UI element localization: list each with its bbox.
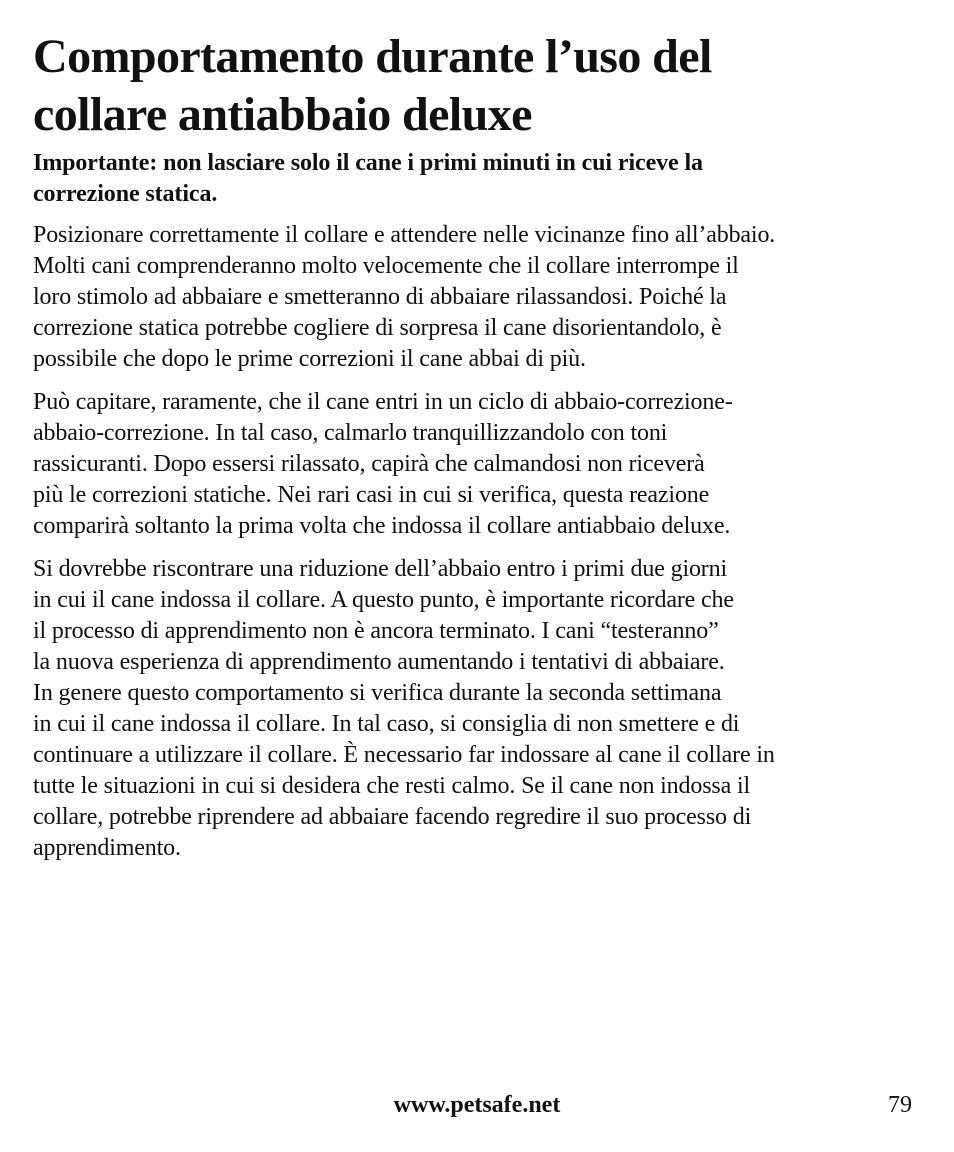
paragraph-line: In genere questo comportamento si verifica durante la seconda settimana	[33, 680, 722, 706]
paragraph-line: il processo di apprendimento non è ancora terminato. I cani “testeranno”	[33, 618, 719, 644]
paragraph-line: loro stimolo ad abbaiare e smetteranno di abbaiare rilassandosi. Poiché la	[33, 284, 727, 310]
paragraph-line: apprendimento.	[33, 835, 181, 861]
paragraph-line: collare, potrebbe riprendere ad abbaiare facendo regredire il suo processo di	[33, 804, 752, 830]
paragraph-3	[33, 554, 923, 864]
important-note	[33, 148, 923, 210]
document-page	[33, 28, 923, 864]
paragraph-line: la nuova esperienza di apprendimento aumentando i tentativi di abbaiare.	[33, 649, 725, 675]
paragraph-line: correzione statica potrebbe cogliere di sorpresa il cane disorientandolo, è	[33, 315, 722, 341]
paragraph-line: Molti cani comprenderanno molto velocemente che il collare interrompe il	[33, 253, 739, 279]
paragraph-line: in cui il cane indossa il collare. In tal caso, si consiglia di non smettere e di	[33, 711, 740, 737]
page-number: 79	[888, 1092, 912, 1118]
paragraph-line: comparirà soltanto la prima volta che indossa il collare antiabbaio deluxe.	[33, 513, 731, 539]
paragraph-line: tutte le situazioni in cui si desidera che resti calmo. Se il cane non indossa il	[33, 773, 750, 799]
important-note-line: Importante: non lasciare solo il cane i primi minuti in cui riceve la	[33, 150, 703, 176]
paragraph-1	[33, 220, 923, 375]
paragraph-line: rassicuranti. Dopo essersi rilassato, capirà che calmandosi non riceverà	[33, 451, 705, 477]
paragraph-line: abbaio-correzione. In tal caso, calmarlo tranquillizzandolo con toni	[33, 420, 668, 446]
paragraph-line: continuare a utilizzare il collare. È necessario far indossare al cane il collare in	[33, 742, 775, 768]
title-line: collare antiabbaio deluxe	[33, 88, 532, 141]
paragraph-line: Si dovrebbe riscontrare una riduzione dell’abbaio entro i primi due giorni	[33, 556, 728, 582]
page-title	[33, 28, 923, 144]
paragraph-line: possibile che dopo le prime correzioni il cane abbai di più.	[33, 346, 586, 372]
footer-website-url: www.petsafe.net	[393, 1092, 561, 1118]
paragraph-line: Può capitare, raramente, che il cane entri in un ciclo di abbaio-correzione-	[33, 389, 733, 415]
important-note-line: correzione statica.	[33, 181, 218, 207]
paragraph-2	[33, 387, 923, 542]
title-line: Comportamento durante l’uso del	[33, 30, 712, 83]
paragraph-line: Posizionare correttamente il collare e attendere nelle vicinanze fino all’abbaio.	[33, 222, 776, 248]
paragraph-line: più le correzioni statiche. Nei rari casi in cui si verifica, questa reazione	[33, 482, 710, 508]
paragraph-line: in cui il cane indossa il collare. A questo punto, è importante ricordare che	[33, 587, 734, 613]
